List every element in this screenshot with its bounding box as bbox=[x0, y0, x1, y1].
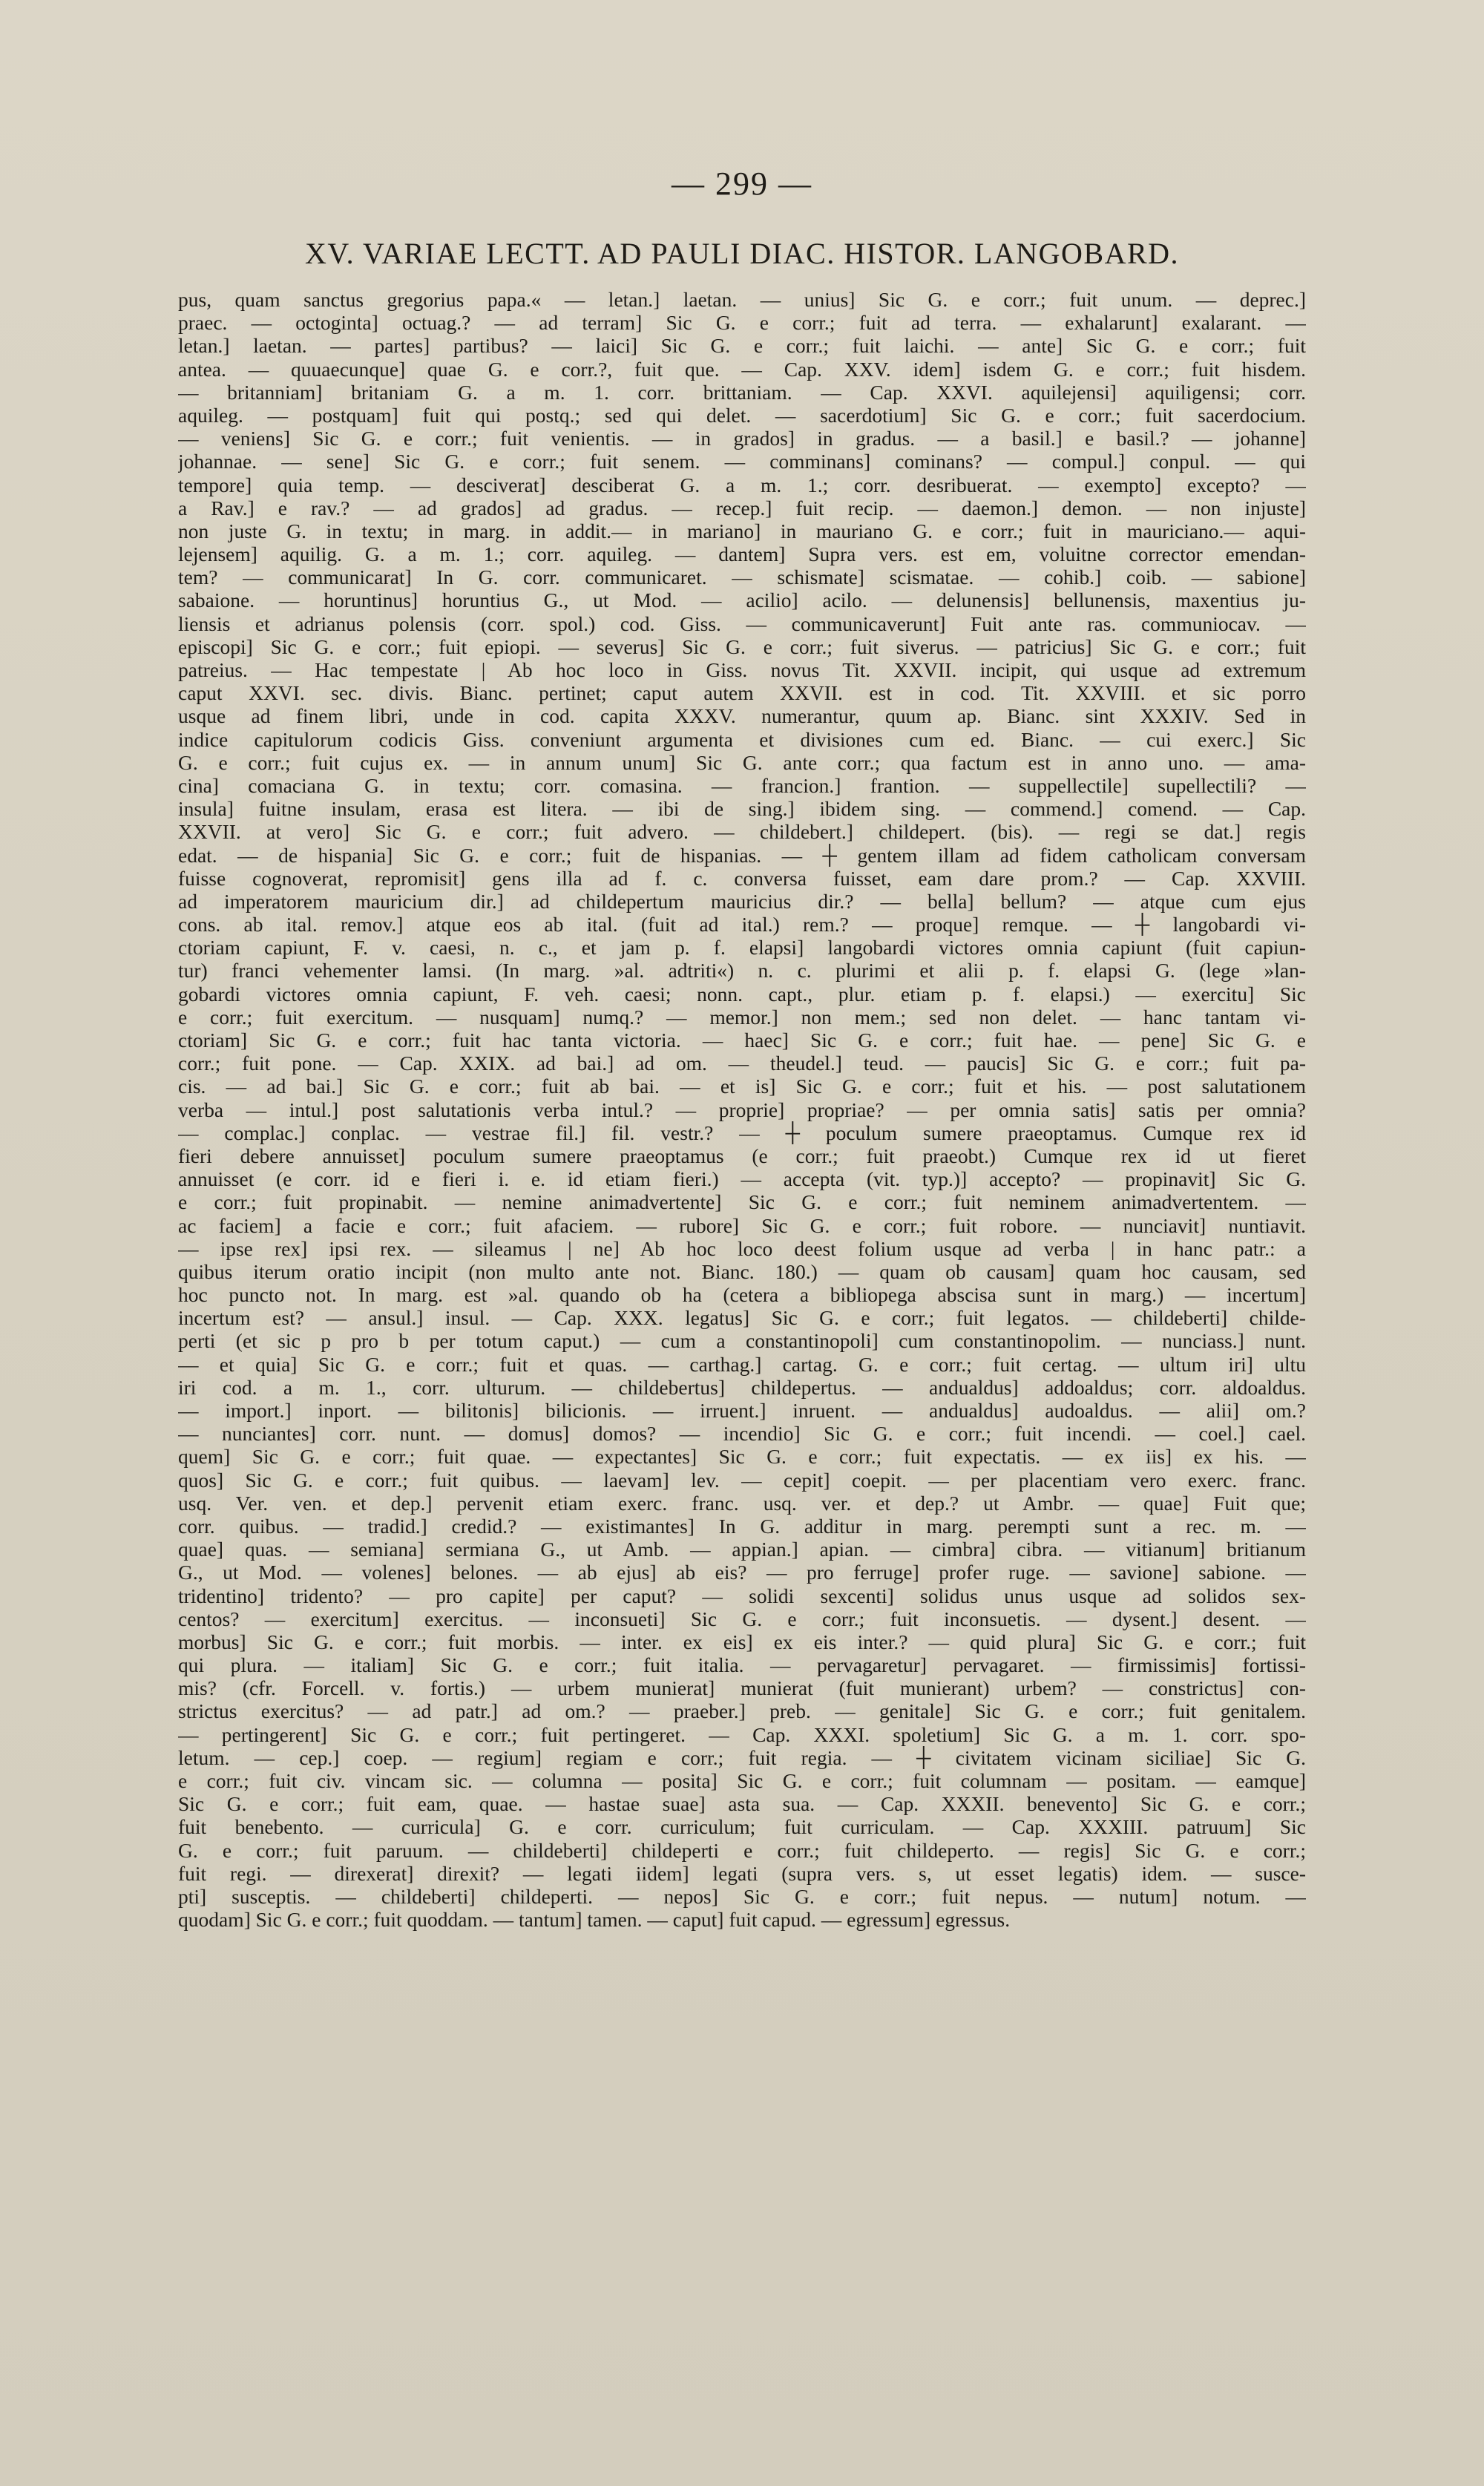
text-line: iri cod. a m. 1., corr. ulturum. — childebertus] childepertus. — andualdus] addoaldus; corr. aldoaldus. bbox=[178, 1375, 1306, 1399]
text-line: cons. ab ital. remov.] atque eos ab ital. (fuit ad ital.) rem.? — proque] remque. — ┼ langobardi vi- bbox=[178, 913, 1306, 937]
text-line: ac faciem] a facie e corr.; fuit afaciem. — rubore] Sic G. e corr.; fuit robore. — nunciavit] nuntiavit. bbox=[178, 1213, 1306, 1237]
text-line: — nunciantes] corr. nunt. — domus] domos? — incendio] Sic G. e corr.; fuit incendi. — coel.] cael. bbox=[178, 1422, 1306, 1446]
critical-apparatus-text bbox=[178, 288, 1306, 1931]
text-line: a Rav.] e rav.? — ad grados] ad gradus. — recep.] fuit recip. — daemon.] demon. — non injuste] bbox=[178, 496, 1306, 519]
text-line: pus, quam sanctus gregorius papa.« — letan.] laetan. — unius] Sic G. e corr.; fuit unum. — deprec.] bbox=[178, 288, 1306, 311]
text-line: indice capitulorum codicis Giss. conveniunt argumenta et divisiones cum ed. Bianc. — cui exerc.] Sic bbox=[178, 727, 1306, 751]
text-line: qui plura. — italiam] Sic G. e corr.; fuit italia. — pervagaretur] pervagaret. — firmissimis] fortissi- bbox=[178, 1653, 1306, 1677]
text-line: sabaione. — horuntinus] horuntius G., ut Mod. — acilio] acilo. — delunensis] bellunensis, maxentius ju- bbox=[178, 588, 1306, 612]
text-line: episcopi] Sic G. e corr.; fuit epiopi. — severus] Sic G. e corr.; fuit siverus. — patricius] Sic G. e corr.; fuit bbox=[178, 634, 1306, 658]
text-line: lejensem] aquilig. G. a m. 1.; corr. aquileg. — dantem] Supra vers. est em, voluitne corrector emendan- bbox=[178, 542, 1306, 566]
text-line: fuit regi. — direxerat] direxit? — legati iidem] legati (supra vers. s, ut esset legatis) idem. — susce- bbox=[178, 1861, 1306, 1885]
text-line: corr.; fuit pone. — Cap. XXIX. ad bai.] ad om. — theudel.] teud. — paucis] Sic G. e corr.; fuit pa- bbox=[178, 1052, 1306, 1075]
text-line: quos] Sic G. e corr.; fuit quibus. — laevam] lev. — cepit] coepit. — per placentiam vero exerc. franc. bbox=[178, 1468, 1306, 1492]
text-line: strictus exercitus? — ad patr.] ad om.? — praeber.] preb. — genitale] Sic G. e corr.; fuit genitalem. bbox=[178, 1699, 1306, 1723]
text-line: patreius. — Hac tempestate | Ab hoc loco in Giss. novus Tit. XXVII. incipit, qui usque ad extremum bbox=[178, 658, 1306, 681]
text-line: XXVII. at vero] Sic G. e corr.; fuit advero. — childebert.] childepert. (bis). — regi se dat.] regis bbox=[178, 820, 1306, 844]
text-line: quem] Sic G. e corr.; fuit quae. — expectantes] Sic G. e corr.; fuit expectatis. — ex iis] ex his. — bbox=[178, 1445, 1306, 1469]
text-line: hoc puncto not. In marg. est »al. quando ob ha (cetera a bibliopega abscisa sunt in marg.) — incertum] bbox=[178, 1283, 1306, 1307]
text-line: — complac.] conplac. — vestrae fil.] fil. vestr.? — ┼ poculum sumere praeoptamus. Cumque rex id bbox=[178, 1121, 1306, 1144]
text-line: fieri debere annuisset] poculum sumere praeoptamus (e corr.; fuit praeobt.) Cumque rex id ut fieret bbox=[178, 1144, 1306, 1167]
text-line: — pertingerent] Sic G. e corr.; fuit pertingeret. — Cap. XXXI. spoletium] Sic G. a m. 1. corr. spo- bbox=[178, 1722, 1306, 1746]
text-line: annuisset (e corr. id e fieri i. e. id etiam fieri.) — accepta (vit. typ.)] accepto? — propinavit] Sic G. bbox=[178, 1167, 1306, 1191]
text-line: gobardi victores omnia capiunt, F. veh. caesi; nonn. capt., plur. etiam p. f. elapsi.) — exercitu] Sic bbox=[178, 982, 1306, 1006]
text-line: tridentino] tridento? — pro capite] per caput? — solidi sexcenti] solidus unus usque ad solidos sex- bbox=[178, 1584, 1306, 1607]
text-line: G. e corr.; fuit paruum. — childeberti] childeperti e corr.; fuit childeperto. — regis] Sic G. e corr.; bbox=[178, 1838, 1306, 1862]
text-line: quae] quas. — semiana] sermiana G., ut Amb. — appian.] apian. — cimbra] cibra. — vitianum] britianum bbox=[178, 1538, 1306, 1561]
text-line: ad imperatorem mauricium dir.] ad childepertum mauricius dir.? — bella] bellum? — atque cum ejus bbox=[178, 889, 1306, 913]
text-line: letum. — cep.] coep. — regium] regiam e corr.; fuit regia. — ┼ civitatem vicinam siciliae] Sic G. bbox=[178, 1745, 1306, 1769]
text-line: johannae. — sene] Sic G. e corr.; fuit senem. — comminans] cominans? — compul.] conpul. — qui bbox=[178, 450, 1306, 473]
text-line: aquileg. — postquam] fuit qui postq.; sed qui delet. — sacerdotium] Sic G. e corr.; fuit sacerdocium. bbox=[178, 403, 1306, 427]
text-line: — import.] inport. — bilitonis] bilicionis. — irruent.] inruent. — andualdus] audoaldus. — alii] om.? bbox=[178, 1399, 1306, 1422]
text-line: praec. — octoginta] octuag.? — ad terram] Sic G. e corr.; fuit ad terra. — exhalarunt] exalarant. — bbox=[178, 311, 1306, 335]
text-line: pti] susceptis. — childeberti] childeperti. — nepos] Sic G. e corr.; fuit nepus. — nutum] notum. — bbox=[178, 1884, 1306, 1908]
text-line: edat. — de hispania] Sic G. e corr.; fuit de hispanias. — ┼ gentem illam ad fidem catholicam conversam bbox=[178, 843, 1306, 867]
text-line: tur) franci vehementer lamsi. (In marg. »al. adtriti«) n. c. plurimi et alii p. f. elapsi G. (lege »lan- bbox=[178, 959, 1306, 983]
text-line: liensis et adrianus polensis (corr. spol.) cod. Giss. — communicaverunt] Fuit ante ras. communiocav. — bbox=[178, 611, 1306, 635]
text-line: insula] fuitne insulam, erasa est litera. — ibi de sing.] ibidem sing. — commend.] comend. — Cap. bbox=[178, 797, 1306, 821]
text-line: — ipse rex] ipsi rex. — sileamus | ne] Ab hoc loco deest folium usque ad verba | in hanc patr.: a bbox=[178, 1236, 1306, 1260]
text-line: — et quia] Sic G. e corr.; fuit et quas. — carthag.] cartag. G. e corr.; fuit certag. — ultum iri] ultu bbox=[178, 1352, 1306, 1376]
text-line: G. e corr.; fuit cujus ex. — in annum unum] Sic G. ante corr.; qua factum est in anno uno. — ama- bbox=[178, 750, 1306, 774]
text-line: G., ut Mod. — volenes] belones. — ab ejus] ab eis? — pro ferruge] profer ruge. — savione] sabione. — bbox=[178, 1561, 1306, 1584]
text-line: non juste G. in textu; in marg. in addit.— in mariano] in mauriano G. e corr.; fuit in mauriciano.— aqui- bbox=[178, 519, 1306, 542]
text-line: e corr.; fuit exercitum. — nusquam] numq.? — memor.] non mem.; sed non delet. — hanc tantam vi- bbox=[178, 1005, 1306, 1029]
text-line: ctoriam capiunt, F. v. caesi, n. c., et jam p. f. elapsi] langobardi victores omnia capiunt (fuit capiun- bbox=[178, 936, 1306, 960]
text-line: caput XXVI. sec. divis. Bianc. pertinet; caput autem XXVII. est in cod. Tit. XXVIII. et sic porro bbox=[178, 681, 1306, 705]
text-line: — veniens] Sic G. e corr.; fuit venientis. — in grados] in gradus. — a basil.] e basil.? — johanne] bbox=[178, 427, 1306, 450]
text-line: cina] comaciana G. in textu; corr. comasina. — francion.] frantion. — suppellectile] supellectili? — bbox=[178, 773, 1306, 797]
text-line: corr. quibus. — tradid.] credid.? — existimantes] In G. additur in marg. perempti sunt a rec. m. — bbox=[178, 1514, 1306, 1538]
text-line: e corr.; fuit propinabit. — nemine animadvertente] Sic G. e corr.; fuit neminem animadvertentem. — bbox=[178, 1190, 1306, 1214]
text-line: tempore] quia temp. — desciverat] desciberat G. a m. 1.; corr. desribuerat. — exempto] excepto? — bbox=[178, 473, 1306, 496]
text-line: e corr.; fuit civ. vincam sic. — columna — posita] Sic G. e corr.; fuit columnam — positam. — eamque] bbox=[178, 1769, 1306, 1792]
text-line: quibus iterum oratio incipit (non multo ante not. Bianc. 180.) — quam ob causam] quam hoc causam, sed bbox=[178, 1259, 1306, 1283]
text-line: mis? (cfr. Forcell. v. fortis.) — urbem munierat] munierat (fuit munierant) urbem? — constrictus] con- bbox=[178, 1676, 1306, 1700]
text-line: perti (et sic p pro b per totum caput.) — cum a constantinopoli] cum constantinopolim. — nunciass.] nunt. bbox=[178, 1329, 1306, 1353]
text-line: Sic G. e corr.; fuit eam, quae. — hastae suae] asta sua. — Cap. XXXII. benevento] Sic G. e corr.; bbox=[178, 1792, 1306, 1816]
text-line: usque ad finem libri, unde in cod. capita XXXV. numerantur, quum ap. Bianc. sint XXXIV. Sed in bbox=[178, 704, 1306, 728]
text-line: verba — intul.] post salutationis verba intul.? — proprie] propriae? — per omnia satis] satis per omnia? bbox=[178, 1098, 1306, 1121]
text-line: fuit benebento. — curricula] G. e corr. curriculum; fuit curriculam. — Cap. XXXIII. patruum] Sic bbox=[178, 1815, 1306, 1839]
text-line: — britanniam] britaniam G. a m. 1. corr. brittaniam. — Cap. XXVI. aquilejensi] aquiligensi; corr. bbox=[178, 380, 1306, 404]
text-line: incertum est? — ansul.] insul. — Cap. XXX. legatus] Sic G. e corr.; fuit legatos. — childeberti] childe- bbox=[178, 1306, 1306, 1330]
text-line: antea. — quuaecunque] quae G. e corr.?, fuit que. — Cap. XXV. idem] isdem G. e corr.; fuit hisdem. bbox=[178, 357, 1306, 381]
text-line: centos? — exercitum] exercitus. — inconsueti] Sic G. e corr.; fuit inconsuetis. — dysent.] desent. — bbox=[178, 1607, 1306, 1630]
text-line: cis. — ad bai.] Sic G. e corr.; fuit ab bai. — et is] Sic G. e corr.; fuit et his. — post salutationem bbox=[178, 1075, 1306, 1098]
text-line: letan.] laetan. — partes] partibus? — laici] Sic G. e corr.; fuit laichi. — ante] Sic G. e corr.; fuit bbox=[178, 334, 1306, 358]
text-line: ctoriam] Sic G. e corr.; fuit hac tanta victoria. — haec] Sic G. e corr.; fuit hae. — pene] Sic G. e bbox=[178, 1029, 1306, 1052]
text-line: quodam] Sic G. e corr.; fuit quoddam. — tantum] tamen. — caput] fuit capud. — egressum] egressus. bbox=[178, 1908, 1011, 1932]
running-head: XV. VARIAE LECTT. AD PAULI DIAC. HISTOR. LANGOBARD. bbox=[304, 237, 1180, 270]
text-line: fuisse cognoverat, repromisit] gens illa ad f. c. conversa fuisset, eam dare prom.? — Cap. XXVIII. bbox=[178, 866, 1306, 890]
page-number: — 299 — bbox=[672, 165, 812, 202]
text-line: morbus] Sic G. e corr.; fuit morbis. — inter. ex eis] ex eis inter.? — quid plura] Sic G. e corr.; fuit bbox=[178, 1630, 1306, 1653]
text-line: tem? — communicarat] In G. corr. communicaret. — schismate] scismatae. — cohib.] coib. — sabione] bbox=[178, 565, 1306, 589]
text-line: usq. Ver. ven. et dep.] pervenit etiam exerc. franc. usq. ver. et dep.? ut Ambr. — quae] Fuit que; bbox=[178, 1491, 1306, 1515]
